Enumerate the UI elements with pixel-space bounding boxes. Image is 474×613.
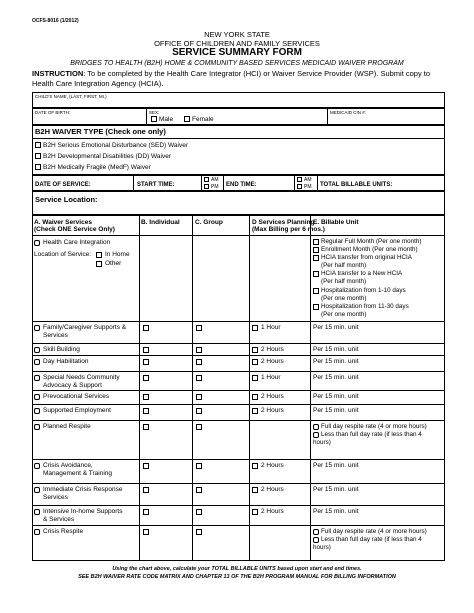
other-checkbox[interactable] (96, 261, 102, 267)
billable-unit: Per 15 min. unit (313, 407, 359, 414)
individual-checkbox[interactable] (143, 347, 149, 353)
service-time-row (32, 175, 445, 191)
instruction-label: INSTRUCTION (32, 69, 84, 78)
dob-label: DATE OF BIRTH: (35, 110, 71, 115)
footer-instruction: Using the chart above, calculate your TOTAL BILLABLE UNITS based upon start and end times. (112, 566, 362, 572)
col-c-header: C. Group (195, 219, 223, 226)
column-divider (310, 215, 311, 561)
row-divider (32, 505, 445, 506)
billable-unit-checkbox[interactable] (313, 304, 319, 310)
planning-checkbox[interactable] (252, 463, 258, 469)
in-home-label: In Home (105, 251, 130, 258)
row-divider (32, 355, 445, 356)
sed-checkbox[interactable] (35, 142, 41, 148)
divider (223, 176, 224, 191)
individual-checkbox[interactable] (143, 375, 149, 381)
start-time-label: START TIME: (137, 182, 175, 188)
service-location-field[interactable] (32, 191, 445, 215)
billable-unit-label: HCIA transfer from original HCIA (321, 254, 412, 261)
planning-hours: 1 Hour (261, 374, 281, 381)
divider (133, 176, 134, 191)
childs-name-label: CHILD'S NAME, (LAST, FIRST, MI.) (35, 94, 107, 99)
col-b-header: B. Individual (141, 219, 180, 226)
col-a-subheader: (Check ONE Service Only) (34, 226, 115, 233)
individual-checkbox[interactable] (143, 359, 149, 365)
instruction-body: : To be completed by the Health Care Integrator (HCI) or Waiver Service Provider (WSP). Submit copy to Health Care Integration Agency (HCIA). (32, 69, 431, 88)
sex-label: SEX: (149, 110, 160, 115)
service-checkbox[interactable] (34, 424, 40, 430)
medf-checkbox[interactable] (35, 164, 41, 170)
row-divider (32, 404, 445, 405)
column-divider (192, 215, 193, 561)
billable-unit-label: Enrollment Month (Per one month) (321, 246, 418, 253)
planning-checkbox[interactable] (252, 487, 258, 493)
divider (294, 176, 295, 191)
billable-unit: Per 15 min. unit (313, 462, 359, 469)
billable-unit-label: (Per half month) (321, 278, 367, 285)
service-name: Crisis Avoidance, (43, 462, 93, 469)
billable-unit: Per 15 min. unit (313, 324, 359, 331)
service-name: & Services (43, 516, 75, 523)
billable-unit: Per 15 min. unit (313, 346, 359, 353)
female-label: Female (192, 116, 214, 123)
billable-unit-label: (Per one month) (321, 311, 367, 318)
group-checkbox[interactable] (196, 375, 202, 381)
male-label: Male (159, 116, 174, 123)
service-name: Family/Caregiver Supports & (43, 324, 127, 331)
planning-hours: 2 Hours (261, 407, 284, 414)
divider (201, 176, 202, 191)
service-name: Services (43, 332, 68, 339)
column-divider (249, 215, 250, 561)
full-day-label: Full day respite rate (4 or more hours) (321, 528, 427, 535)
planning-hours: 2 Hours (261, 486, 284, 493)
group-checkbox[interactable] (196, 347, 202, 353)
service-name: Prevocational Services (43, 393, 110, 400)
col-d-header: D Services Planning (252, 219, 315, 226)
waiver-sed-option[interactable] (35, 142, 188, 150)
dob-sex-cin-row (32, 108, 445, 125)
hci-checkbox[interactable] (34, 240, 40, 246)
service-checkbox[interactable] (34, 463, 40, 469)
col-a-header: A. Waiver Services (34, 219, 92, 226)
planning-hours: 1 Hour (261, 324, 281, 331)
divider (327, 109, 328, 125)
sed-label: B2H Serious Emotional Disturbance (SED) Waiver (43, 142, 188, 149)
male-checkbox[interactable] (151, 116, 157, 122)
waiver-type-section (32, 125, 445, 175)
partial-day-label: Less than full day rate (if less than 4 (321, 431, 422, 438)
row-divider (32, 343, 445, 344)
row-divider (32, 420, 445, 421)
row-divider (32, 459, 445, 460)
service-checkbox[interactable] (34, 394, 40, 400)
service-name: Intensive In-home Supports (43, 508, 123, 515)
sex-female-option[interactable] (184, 116, 214, 124)
individual-checkbox[interactable] (143, 394, 149, 400)
planning-hours: 2 Hours (261, 462, 284, 469)
service-name: Advocacy & Support (43, 382, 102, 389)
service-name: Management & Training (43, 470, 113, 477)
planning-hours: 2 Hours (261, 508, 284, 515)
billable-unit-label: Hospitalization from 11-30 days (321, 303, 409, 310)
col-e-header: E. Billable Unit (313, 219, 359, 226)
row-divider (32, 390, 445, 391)
billable-unit-label: HCIA transfer to a New HCIA (321, 270, 403, 277)
billable-unit-checkbox[interactable] (313, 288, 319, 294)
billable-unit-checkbox[interactable] (313, 255, 319, 261)
billable-unit: Per 15 min. unit (313, 358, 359, 365)
individual-checkbox[interactable] (143, 487, 149, 493)
service-name: Planned Respite (43, 423, 91, 430)
start-am-checkbox[interactable] (204, 177, 209, 182)
individual-checkbox[interactable] (143, 529, 149, 535)
medf-label: B2H Medically Fragile (MedF) Waiver (43, 164, 151, 171)
partial-day-checkbox[interactable] (313, 432, 319, 438)
location-of-service-label: Location of Service: (34, 251, 92, 258)
billable-unit: Per 15 min. unit (313, 486, 359, 493)
planning-checkbox[interactable] (252, 325, 258, 331)
start-pm-option[interactable] (204, 184, 219, 190)
in-home-checkbox[interactable] (96, 252, 102, 258)
medicaid-cin-label: MEDICAID CIN #: (330, 110, 367, 115)
group-checkbox[interactable] (196, 325, 202, 331)
row-divider (32, 483, 445, 484)
row-divider (32, 371, 445, 372)
planning-hours: 2 Hours (261, 346, 284, 353)
billable-unit-checkbox[interactable] (313, 271, 319, 277)
group-checkbox[interactable] (196, 487, 202, 493)
waiver-type-heading: B2H WAIVER TYPE (Check one only) (35, 127, 166, 136)
pm-label: PM (211, 184, 219, 190)
service-name: Immediate Crisis Response (43, 486, 123, 493)
planning-checkbox[interactable] (252, 394, 258, 400)
group-checkbox[interactable] (196, 529, 202, 535)
billable-unit: Per 15 min. unit (313, 374, 359, 381)
office-heading: OFFICE OF CHILDREN AND FAMILY SERVICES (154, 39, 320, 48)
service-checkbox[interactable] (34, 359, 40, 365)
sex-male-option[interactable] (151, 116, 173, 124)
waiver-medf-option[interactable] (35, 164, 151, 172)
end-am-option[interactable] (297, 177, 312, 183)
group-checkbox[interactable] (196, 408, 202, 414)
page-title: SERVICE SUMMARY FORM (172, 47, 302, 58)
column-divider (139, 215, 140, 561)
dd-checkbox[interactable] (35, 153, 41, 159)
footer-reference: SEE B2H WAIVER RATE CODE MATRIX AND CHAPTER 13 OF THE B2H PROGRAM MANUAL FOR BILLING INFORMATION (78, 574, 396, 580)
date-of-service-label: DATE OF SERVICE: (35, 182, 91, 188)
full-day-checkbox[interactable] (313, 529, 319, 535)
end-am-checkbox[interactable] (297, 177, 302, 182)
planning-checkbox[interactable] (252, 359, 258, 365)
state-heading: NEW YORK STATE (204, 30, 270, 39)
form-number: OCFS-8016 (1/2012) (32, 18, 79, 24)
planning-hours: 2 Hours (261, 393, 284, 400)
row-divider (32, 525, 445, 526)
service-checkbox[interactable] (34, 408, 40, 414)
billable-unit-label: (Per one month) (321, 295, 367, 302)
service-name: Supported Employment (43, 407, 111, 414)
program-subtitle: BRIDGES TO HEALTH (B2H) HOME & COMMUNITY BASED SERVICES MEDICAID WAIVER PROGRAM (70, 60, 404, 67)
instruction-text (32, 69, 447, 88)
group-checkbox[interactable] (196, 424, 202, 430)
full-day-label: Full day respite rate (4 or more hours) (321, 423, 427, 430)
pm-label: PM (304, 184, 312, 190)
start-pm-checkbox[interactable] (204, 184, 209, 189)
full-day-checkbox[interactable] (313, 424, 319, 430)
planning-checkbox[interactable] (252, 375, 258, 381)
col-d-subheader: (Max Billing per 6 mos.) (252, 226, 325, 233)
planning-checkbox[interactable] (252, 347, 258, 353)
partial-day-label: Less than full day rate (if less than 4 (321, 536, 422, 543)
group-checkbox[interactable] (196, 509, 202, 515)
end-time-label: END TIME: (226, 182, 257, 188)
female-checkbox[interactable] (184, 116, 190, 122)
service-name: Day Habilitation (43, 358, 89, 365)
end-pm-checkbox[interactable] (297, 184, 302, 189)
partial-day-label-cont: hours) (313, 544, 331, 551)
start-am-option[interactable] (204, 177, 219, 183)
service-name: Crisis Respite (43, 528, 84, 535)
planning-checkbox[interactable] (252, 408, 258, 414)
billable-unit-label: Hospitalization from 1-10 days (321, 287, 406, 294)
billable-unit-label: Regular Full Month (Per one month) (321, 238, 422, 245)
service-checkbox[interactable] (34, 509, 40, 515)
individual-checkbox[interactable] (143, 408, 149, 414)
individual-checkbox[interactable] (143, 325, 149, 331)
total-units-label: TOTAL BILLABLE UNITS: (320, 182, 393, 188)
billable-unit-checkbox[interactable] (313, 239, 319, 245)
service-checkbox[interactable] (34, 487, 40, 493)
service-name: Services (43, 494, 68, 501)
hci-label: Health Care Integration (43, 239, 111, 246)
individual-checkbox[interactable] (143, 463, 149, 469)
childs-name-field[interactable] (32, 92, 445, 108)
planning-checkbox[interactable] (252, 509, 258, 515)
divider (146, 109, 147, 125)
partial-day-checkbox[interactable] (313, 537, 319, 543)
service-checkbox[interactable] (34, 347, 40, 353)
dd-label: B2H Developmental Disabilities (DD) Waiver (43, 153, 171, 160)
service-checkbox[interactable] (34, 375, 40, 381)
row-divider (32, 321, 445, 322)
header-divider (32, 235, 445, 236)
planning-hours: 2 Hours (261, 358, 284, 365)
service-name: Special Needs Community (43, 374, 120, 381)
billable-unit-checkbox[interactable] (313, 247, 319, 253)
partial-day-label-cont: hours) (313, 439, 331, 446)
group-checkbox[interactable] (196, 463, 202, 469)
service-checkbox[interactable] (34, 325, 40, 331)
individual-checkbox[interactable] (143, 509, 149, 515)
group-checkbox[interactable] (196, 394, 202, 400)
divider (317, 176, 318, 191)
service-name: Skill Building (43, 346, 80, 353)
other-label: Other (105, 260, 122, 267)
group-checkbox[interactable] (196, 359, 202, 365)
billable-unit-label: (Per half month) (321, 262, 367, 269)
individual-checkbox[interactable] (143, 424, 149, 430)
service-location-label: Service Location: (35, 195, 98, 204)
am-label: AM (211, 177, 219, 183)
billable-unit: Per 15 min. unit (313, 508, 359, 515)
waiver-dd-option[interactable] (35, 153, 171, 161)
billable-unit: Per 15 min. unit (313, 393, 359, 400)
service-checkbox[interactable] (34, 529, 40, 535)
divider (33, 138, 445, 139)
end-pm-option[interactable] (297, 184, 312, 190)
am-label: AM (304, 177, 312, 183)
